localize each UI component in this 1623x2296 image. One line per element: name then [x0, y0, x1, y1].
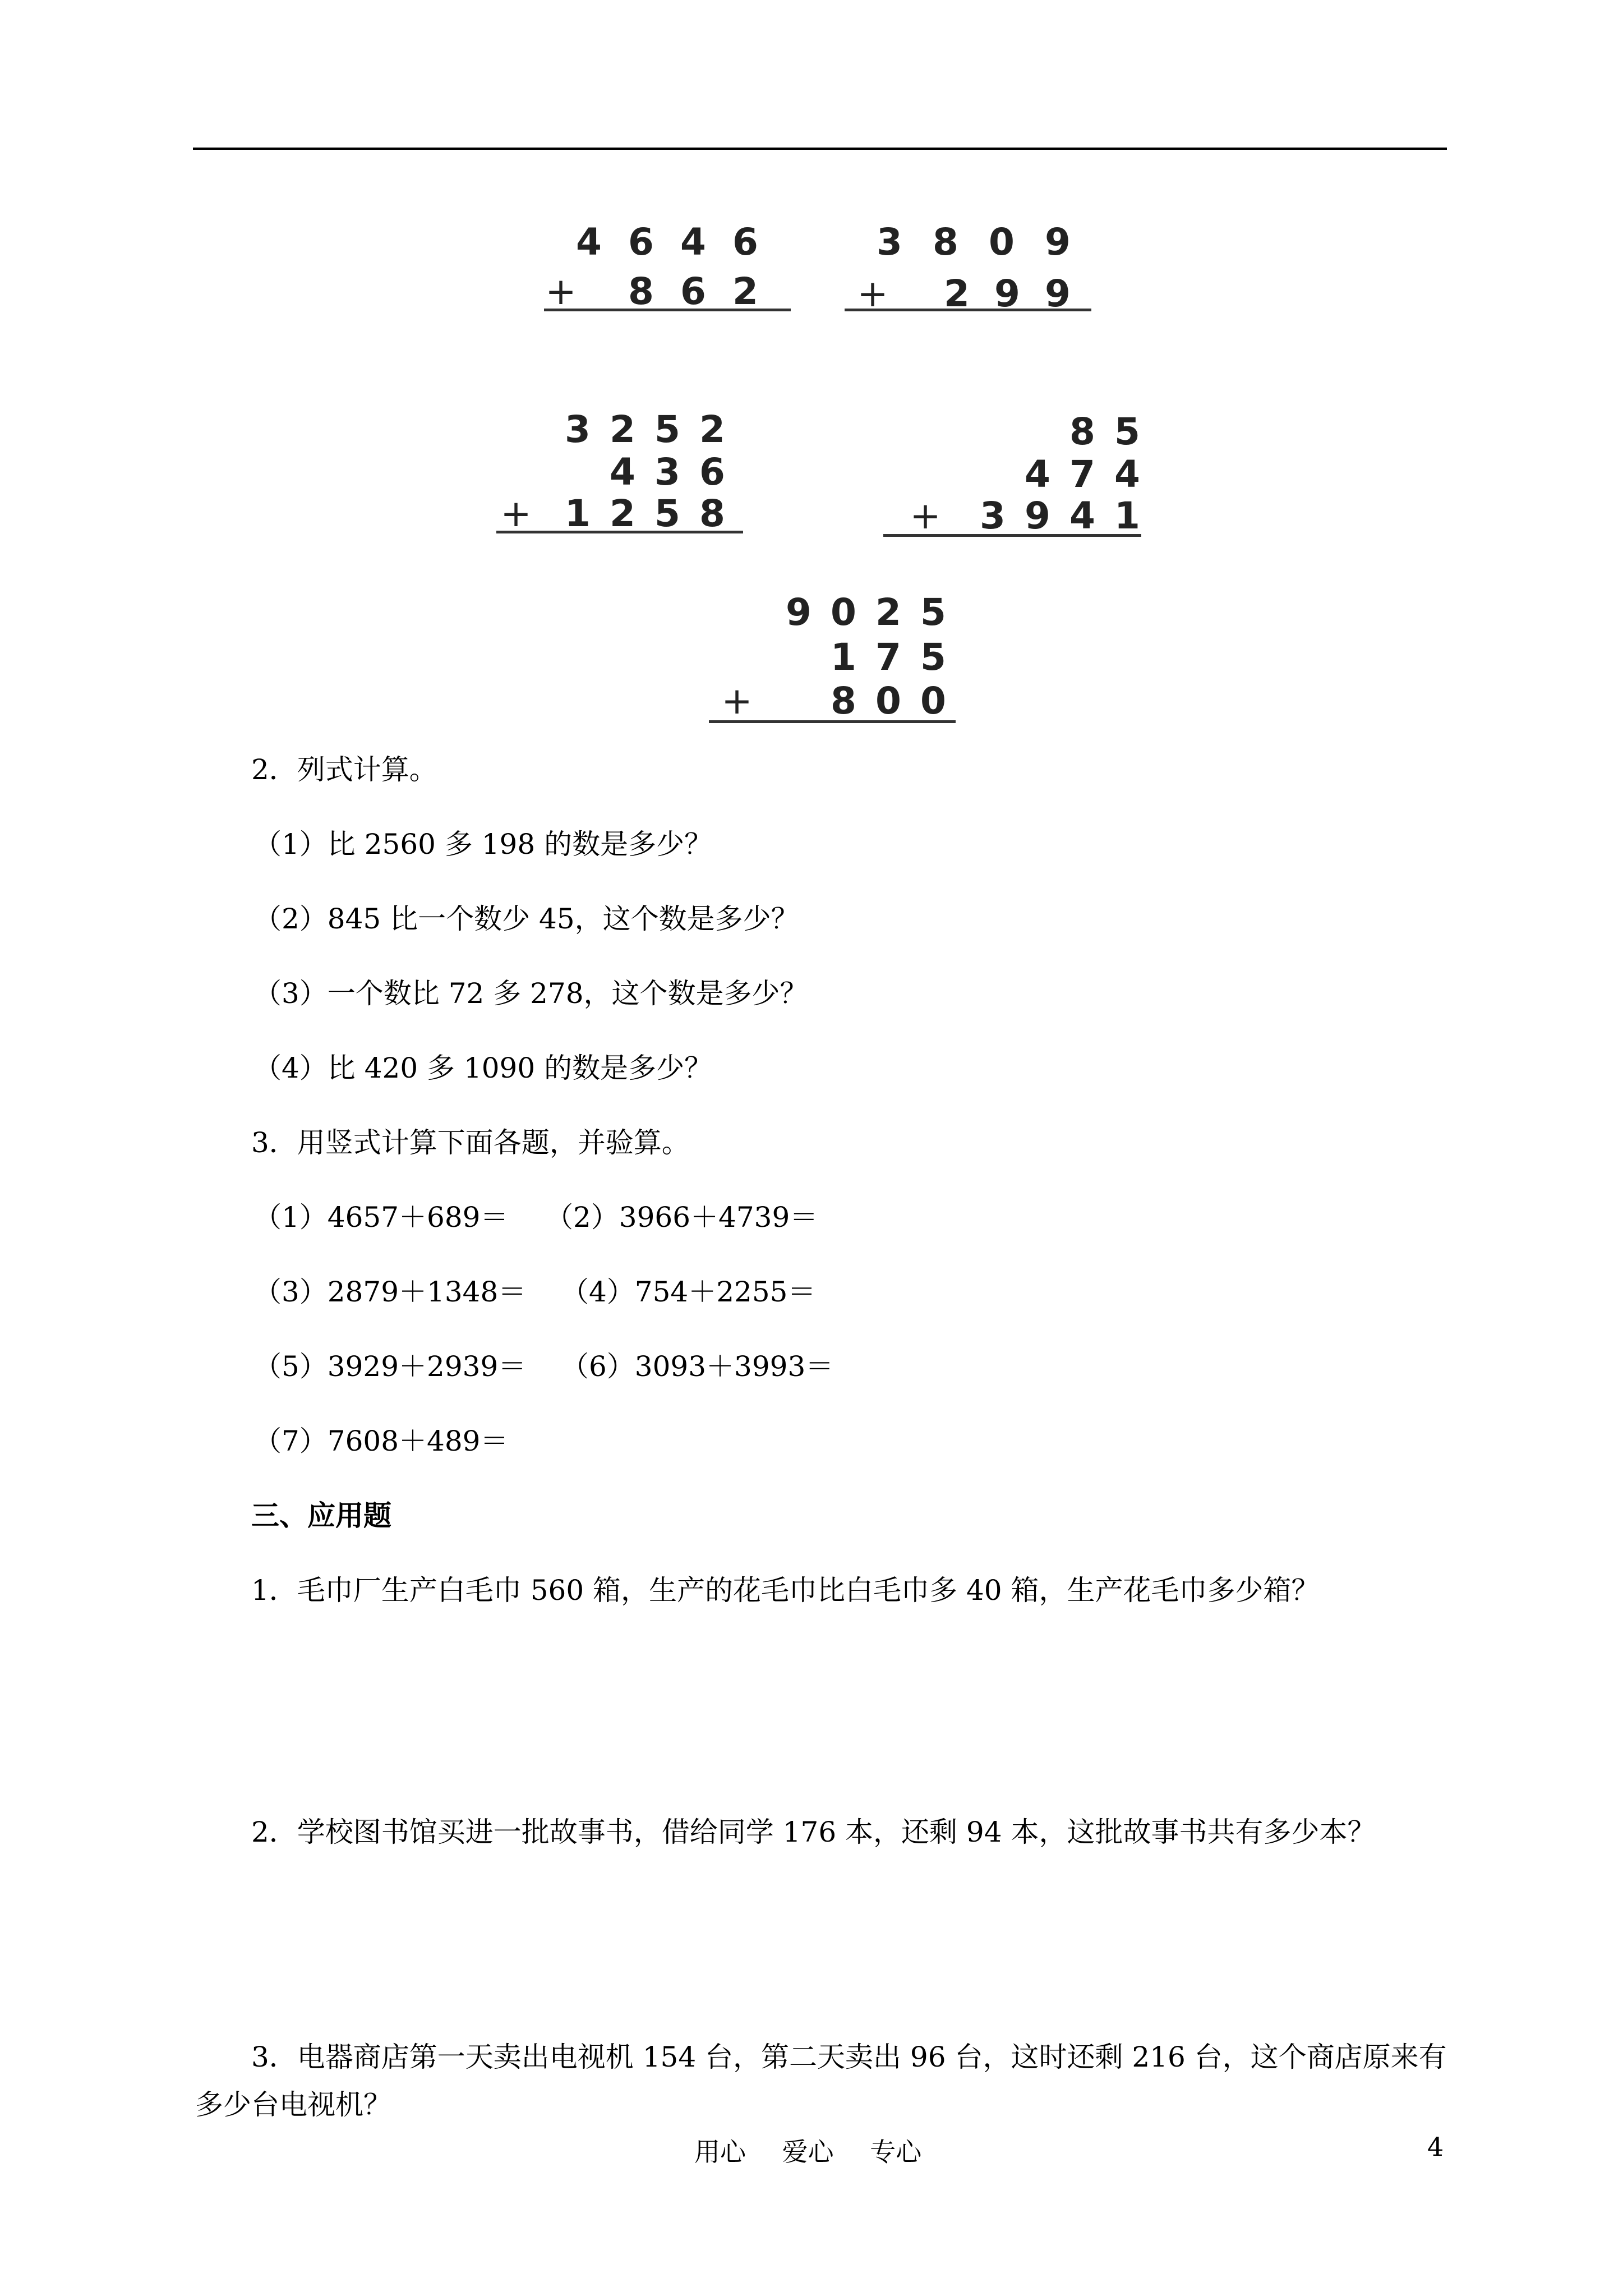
- digit: 1: [1114, 494, 1140, 537]
- digit: 0: [875, 679, 901, 723]
- digit: 5: [654, 408, 680, 451]
- list-item: （2）845 比一个数少 45，这个数是多少？: [253, 903, 799, 935]
- digit: 6: [699, 450, 725, 494]
- digit: 8: [699, 492, 725, 535]
- digit: 9: [786, 591, 811, 634]
- plus-sign: +: [545, 270, 577, 313]
- footer-word: 专心: [870, 2137, 922, 2167]
- digit: 3: [654, 450, 680, 494]
- digit: 2: [610, 408, 635, 451]
- digit: 5: [654, 492, 680, 535]
- digit: 8: [628, 270, 654, 313]
- footer-word: 用心: [694, 2137, 746, 2167]
- digit: 2: [732, 270, 758, 313]
- list-item: （2）3966＋4739＝: [545, 1201, 818, 1234]
- digit: 6: [680, 270, 706, 313]
- digit: 8: [831, 679, 856, 723]
- digit: 0: [989, 220, 1015, 264]
- digit: 4: [1025, 453, 1050, 496]
- plus-sign: +: [721, 679, 753, 723]
- digit: 5: [1114, 410, 1140, 453]
- word-problem-3: 3．电器商店第一天卖出电视机 154 台，第二天卖出 96 台，这时还剩 216 台，这个商店原来有: [251, 2041, 1447, 2073]
- word-problem-1: 1．毛巾厂生产白毛巾 560 箱，生产的花毛巾比白毛巾多 40 箱，生产花毛巾多少箱？: [251, 1574, 1320, 1607]
- digit: 2: [875, 591, 901, 634]
- underline: [709, 720, 956, 723]
- word-problem-3-continued: 多少台电视机？: [195, 2088, 391, 2121]
- page-number: 4: [1427, 2132, 1444, 2162]
- list-item: （1）比 2560 多 198 的数是多少？: [253, 828, 713, 861]
- digit: 9: [1025, 494, 1050, 537]
- underline: [544, 309, 791, 311]
- plus-sign: +: [500, 492, 532, 535]
- section-2-title: 2．列式计算。: [251, 753, 437, 786]
- digit: 3: [980, 494, 1006, 537]
- digit: 3: [565, 408, 591, 451]
- list-item: （3）一个数比 72 多 278，这个数是多少？: [253, 977, 808, 1010]
- list-item: （3）2879＋1348＝: [253, 1276, 527, 1308]
- list-item: （5）3929＋2939＝: [253, 1350, 527, 1383]
- digit: 4: [576, 220, 602, 264]
- digit: 3: [877, 220, 902, 264]
- part-3-heading: 三、应用题: [251, 1499, 391, 1532]
- list-item: （4）754＋2255＝: [561, 1276, 816, 1308]
- list-item: （4）比 420 多 1090 的数是多少？: [253, 1052, 713, 1084]
- digit: 4: [1114, 453, 1140, 496]
- digit: 8: [1069, 410, 1095, 453]
- plus-sign: +: [857, 272, 888, 315]
- digit: 2: [610, 492, 635, 535]
- digit: 9: [1045, 272, 1071, 315]
- list-item: （7）7608＋489＝: [253, 1425, 509, 1457]
- plus-sign: +: [910, 494, 941, 537]
- digit: 7: [875, 636, 901, 679]
- list-item: （1）4657＋689＝: [253, 1201, 509, 1234]
- digit: 4: [680, 220, 706, 264]
- digit: 9: [1045, 220, 1071, 264]
- digit: 2: [944, 272, 970, 315]
- word-problem-2: 2．学校图书馆买进一批故事书，借给同学 176 本，还剩 94 本，这批故事书共有多少本？: [251, 1816, 1376, 1848]
- digit: 5: [920, 591, 946, 634]
- digit: 0: [920, 679, 946, 723]
- digit: 4: [610, 450, 635, 494]
- underline: [845, 309, 1091, 311]
- digit: 1: [565, 492, 591, 535]
- list-item: （6）3093＋3993＝: [561, 1350, 834, 1383]
- digit: 1: [831, 636, 856, 679]
- digit: 5: [920, 636, 946, 679]
- digit: 6: [732, 220, 758, 264]
- digit: 6: [628, 220, 654, 264]
- digit: 8: [933, 220, 958, 264]
- digit: 9: [994, 272, 1020, 315]
- digit: 0: [831, 591, 856, 634]
- underline: [496, 531, 743, 533]
- digit: 2: [699, 408, 725, 451]
- header-rule: [193, 148, 1447, 150]
- digit: 7: [1069, 453, 1095, 496]
- footer-word: 爱心: [782, 2137, 834, 2167]
- section-3-title: 3．用竖式计算下面各题，并验算。: [251, 1126, 690, 1159]
- digit: 4: [1069, 494, 1095, 537]
- underline: [883, 534, 1141, 537]
- footer-motto: [694, 2132, 949, 2169]
